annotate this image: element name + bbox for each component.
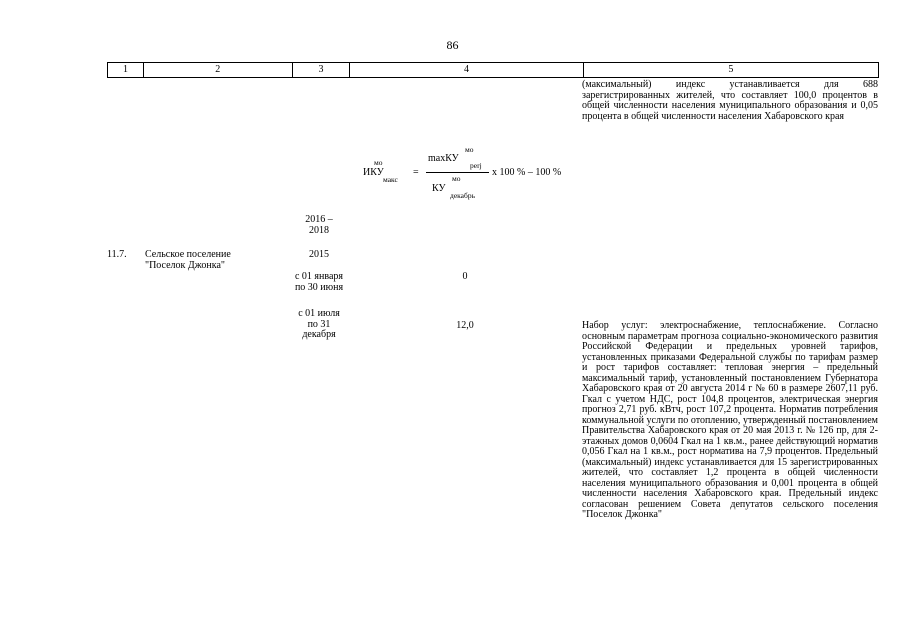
- formula-lhs-sup: мо: [374, 158, 383, 167]
- formula-lhs-sub: макс: [383, 175, 398, 184]
- row-year: 2015: [309, 249, 329, 260]
- formula-num-sup: мо: [465, 145, 474, 154]
- header-col-1: 1: [108, 63, 144, 77]
- header-col-3: 3: [293, 63, 351, 77]
- header-col-2: 2: [144, 63, 293, 77]
- page-number: 86: [446, 38, 459, 52]
- formula-den-sup: мо: [452, 174, 461, 183]
- table-header: [107, 62, 879, 78]
- settlement-name: Сельское поселение "Поселок Джонка": [145, 249, 231, 271]
- formula: [346, 140, 586, 200]
- formula-numerator: maxКУ: [428, 153, 459, 164]
- header-col-5: 5: [728, 64, 734, 75]
- formula-den-sub: декабрь: [450, 191, 475, 200]
- period-2: с 01 июля по 31 декабря: [298, 308, 340, 340]
- formula-equals: =: [413, 167, 419, 178]
- formula-denominator: КУ: [432, 183, 446, 194]
- value-2: 12,0: [456, 320, 474, 331]
- header-col-4: 4: [350, 63, 583, 77]
- formula-lhs: ИКУ: [363, 167, 384, 178]
- formula-tail: x 100 % – 100 %: [492, 167, 562, 178]
- formula-num-sub: реrj: [470, 161, 482, 170]
- value-1: 0: [462, 271, 468, 282]
- row-number: 11.7.: [107, 249, 127, 260]
- previous-row-description: (максимальный) индекс устанавливается для 688 зарегистрированных жителей, что составляет 100,0 процентов в общей численности населения муниципального образования и 0,05 процента в общей численности населения Хабаровского края: [582, 79, 878, 122]
- period-1: с 01 января по 30 июня: [294, 271, 344, 293]
- fraction-bar: [426, 172, 489, 173]
- services-description: Набор услуг: электроснабжение, теплоснабжение. Согласно основным параметрам прогноза социально-экономического развития Российской Федерации и предельных уровней тарифов, установленных приказами Федеральной службы по тарифам размер и рост тарифов составляет: тепловая энергия – предельный максимальный тариф, установленный постановлением Губернатора Хабаровского края от 20 августа 2014 г № 60 в размере 2607,11 руб. Гкал с учетом НДС, рост 104,8 процентов, электрическая энергия прогноз 2,71 руб. кВтч, рост 107,2 процента. Норматив потребления коммунальной услуги по отоплению, утвержденный постановлением Правительства Хабаровского края от 20 мая 2013 г. № 126 пр, для 2-этажных домов 0,0604 Гкал на 1 кв.м., ранее действующий норматив 0,056 Гкал на 1 кв.м., рост норматива на 7,9 процентов. Предельный (максимальный) индекс устанавливается для 15 зарегистрированных жителей, что составляет 1,2 процента в общей численности населения муниципального образования и 0,001 процента в общей численности населения Хабаровского края. Предельный индекс согласован решением Совета депутатов сельского поселения "Поселок Джонка": [582, 320, 878, 520]
- period-years: 2016 – 2018: [305, 214, 333, 236]
